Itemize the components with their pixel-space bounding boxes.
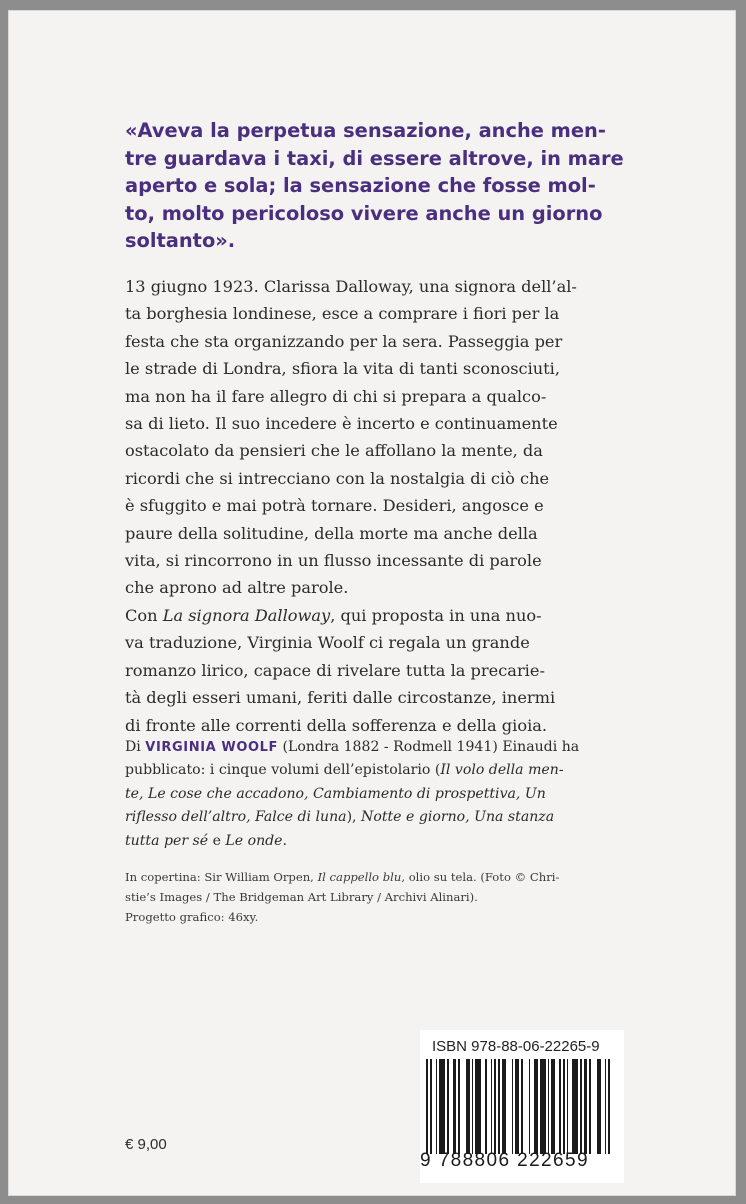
price-label: € 9,00 <box>125 1136 167 1153</box>
barcode-bar <box>580 1059 582 1154</box>
barcode-bar <box>491 1059 493 1154</box>
quote-line: aperto e sola; la sensazione che fosse mol- <box>125 174 596 197</box>
author-bio-line <box>125 736 630 759</box>
quote-line: «Aveva la perpetua sensazione, anche men- <box>125 119 606 142</box>
synopsis-text: Con <box>125 605 163 625</box>
synopsis <box>125 273 635 739</box>
synopsis-line: romanzo lirico, capace di rivelare tutta la precarie- <box>125 660 545 680</box>
barcode-bar <box>529 1059 531 1154</box>
barcode-bar <box>475 1059 481 1154</box>
barcode-bar <box>485 1059 487 1154</box>
synopsis-line: paure della solitudine, della morte ma anche della <box>125 523 538 543</box>
book-title: La signora Dalloway <box>162 605 331 625</box>
synopsis-line: ricordi che si intrecciano con la nostalgia di ciò che <box>125 468 550 488</box>
synopsis-line: tà degli esseri umani, feriti dalle circostanze, inermi <box>125 688 556 708</box>
barcode-bar <box>494 1059 496 1154</box>
synopsis-line: di fronte alle correnti della sofferenza e della gioia. <box>125 715 548 735</box>
barcode-bar <box>572 1059 578 1154</box>
author-name: VIRGINIA WOOLF <box>145 740 279 755</box>
synopsis-line: che aprono ad altre parole. <box>125 578 349 598</box>
barcode-bar <box>512 1059 514 1154</box>
synopsis-line: ma non ha il fare allegro di chi si prepara a qualco- <box>125 386 547 406</box>
cover-credits <box>125 867 630 928</box>
barcode-bar <box>472 1059 474 1154</box>
barcode-bar <box>597 1059 601 1154</box>
barcode-bar <box>502 1059 506 1154</box>
barcode-bar <box>584 1059 588 1154</box>
synopsis-text: , qui proposta in una nuo- <box>330 605 542 625</box>
barcode-bar <box>453 1059 457 1154</box>
synopsis-line: è sfuggito e mai potrà tornare. Desideri, angosce e <box>125 496 544 516</box>
author-works: Notte e giorno, Una stanza <box>361 809 555 826</box>
barcode-bar <box>589 1059 591 1154</box>
author-bio-text: pubblicato: i cinque volumi dell’epistolario ( <box>125 762 441 779</box>
author-works: Il volo della men- <box>440 762 564 779</box>
barcode-bar <box>426 1059 428 1154</box>
author-bio-text: . <box>282 832 288 849</box>
barcode-bar <box>605 1059 607 1154</box>
synopsis-line: 13 giugno 1923. Clarissa Dalloway, una signora dell’al- <box>125 277 577 296</box>
author-bio-text: (Londra 1882 - Rodmell 1941) Einaudi ha <box>278 739 580 755</box>
barcode-bar <box>540 1059 546 1154</box>
barcode-bar <box>567 1059 569 1154</box>
credits-line <box>125 867 630 887</box>
synopsis-line: festa che sta organizzando per la sera. Passeggia per <box>125 331 563 351</box>
synopsis-line: va traduzione, Virginia Woolf ci regala un grande <box>125 633 530 653</box>
author-works: te, Le cose che accadono, Cambiamento di prospettiva, Un <box>125 785 546 802</box>
barcode-bar <box>548 1059 550 1154</box>
author-bio <box>125 736 630 853</box>
barcode-bar <box>439 1059 445 1154</box>
barcode-bar <box>498 1059 500 1154</box>
author-works: riflesso dell’altro, Falce di luna <box>125 809 347 826</box>
synopsis-line: ta borghesia londinese, esce a comprare i fiori per la <box>125 304 560 324</box>
synopsis-line: vita, si rincorrono in un flusso incessante di parole <box>125 551 542 571</box>
barcode-bar <box>458 1059 460 1154</box>
barcode-bar <box>436 1059 438 1154</box>
author-bio-text: Di <box>125 739 146 755</box>
credits-text: , olio su tela. (Foto © Chri- <box>401 870 560 884</box>
author-bio-text: ), <box>346 809 362 826</box>
barcode-bar <box>551 1059 555 1154</box>
barcode-digits: 9 788806 222659 <box>420 1150 589 1171</box>
barcode-bar <box>559 1059 561 1154</box>
barcode-bar <box>608 1059 610 1154</box>
barcode-bars <box>426 1059 624 1154</box>
barcode-bar <box>430 1059 432 1154</box>
barcode-bar <box>534 1059 538 1154</box>
author-bio-line <box>125 759 630 782</box>
barcode-bar <box>447 1059 449 1154</box>
credits-line: stie’s Images / The Bridgeman Art Library / Archivi Alinari). <box>125 890 478 905</box>
synopsis-line: le strade di Londra, sfiora la vita di tanti sconosciuti, <box>125 359 561 379</box>
credits-line: Progetto grafico: 46xy. <box>125 910 259 925</box>
quote-line: soltanto». <box>125 229 236 252</box>
isbn-barcode <box>420 1030 624 1183</box>
barcode-bar <box>563 1059 565 1154</box>
quote-line: tre guardava i taxi, di essere altrove, in mare <box>125 146 624 170</box>
synopsis-line: ostacolato da pensieri che le affollano la mente, da <box>125 441 543 461</box>
synopsis-line <box>125 602 635 629</box>
pull-quote <box>125 117 630 255</box>
author-bio-line <box>125 830 630 853</box>
barcode-bar <box>515 1059 519 1154</box>
author-works: Le onde <box>225 832 283 849</box>
barcode-bar <box>466 1059 470 1154</box>
synopsis-line: sa di lieto. Il suo incedere è incerto e continuamente <box>125 414 558 434</box>
barcode-bar <box>521 1059 523 1154</box>
artwork-title: Il cappello blu <box>317 870 402 884</box>
author-bio-line <box>125 806 630 829</box>
author-works: tutta per sé <box>125 832 209 849</box>
isbn-label: ISBN 978-88-06-22265-9 <box>432 1038 600 1055</box>
credits-text: In copertina: Sir William Orpen, <box>125 870 318 884</box>
quote-line: to, molto pericoloso vivere anche un giorno <box>125 201 603 225</box>
book-back-cover <box>8 10 736 1196</box>
author-bio-text: e <box>208 832 226 849</box>
author-bio-line <box>125 783 630 806</box>
